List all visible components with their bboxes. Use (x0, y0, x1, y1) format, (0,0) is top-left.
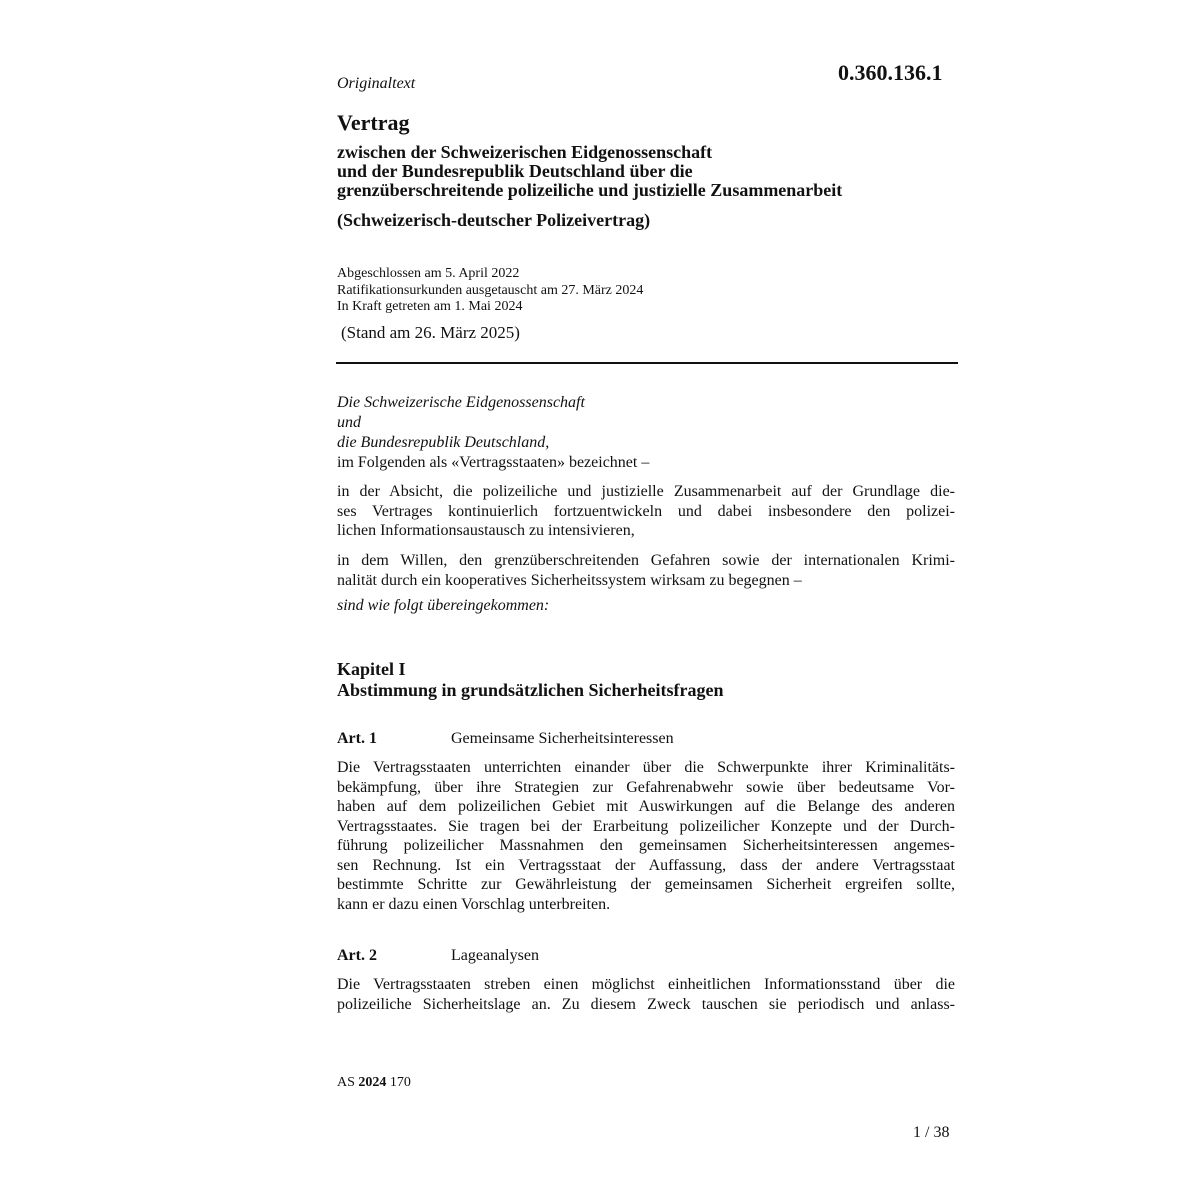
treaty-dates (337, 266, 643, 316)
in-force-date: In Kraft getreten am 1. Mai 2024 (337, 299, 523, 314)
as-year: 2024 (358, 1075, 387, 1090)
party-and: und (337, 414, 361, 431)
text-line: lichen Informationsaustausch zu intensivieren, (337, 522, 635, 539)
text-line: ses Vertrages kontinuierlich fortzuentwickeln und dabei insbesondere den polizei- (337, 502, 955, 520)
subtitle-line: grenzüberschreitende polizeiliche und justizielle Zusammenarbeit (337, 180, 843, 200)
text-line: Vertragsstaates. Sie tragen bei der Erarbeitung polizeilicher Konzepte und der Durch- (337, 817, 955, 835)
subtitle-line: und der Bundesrepublik Deutschland über die (337, 161, 693, 181)
text-line: Die Vertragsstaaten unterrichten einander über die Schwerpunkte ihrer Kriminalitäts- (337, 759, 955, 776)
concluded-date: Abgeschlossen am 5. April 2022 (337, 266, 520, 281)
text-line: kann er dazu einen Vorschlag unterbreiten. (337, 895, 611, 913)
party-switzerland: Die Schweizerische Eidgenossenschaft (337, 394, 585, 411)
article-2-heading (337, 947, 539, 965)
ratification-date: Ratifikationsurkunden ausgetauscht am 27. März 2024 (337, 282, 644, 298)
text-line: sen Rechnung. Ist ein Vertragsstaat der Auffassung, dass der andere Vertragsstaat (337, 856, 955, 874)
preamble-paragraph-1 (337, 482, 955, 541)
article-1-heading (337, 730, 674, 748)
page-number: 1 / 38 (913, 1124, 950, 1141)
original-text-label: Originaltext (337, 75, 416, 92)
official-collection-reference (337, 1075, 411, 1091)
document-subtitle (337, 143, 842, 200)
chapter-title: Abstimmung in grundsätzlichen Sicherheitsfragen (337, 680, 724, 700)
as-prefix: AS (337, 1075, 355, 1090)
subtitle-line: zwischen der Schweizerischen Eidgenossenschaft (337, 142, 713, 162)
text-line: haben auf dem polizeilichen Gebiet mit Auswirkungen auf die Belange des anderen (337, 798, 955, 815)
preamble-paragraph-2 (337, 551, 955, 590)
chapter-number: Kapitel I (337, 659, 406, 679)
as-number: 170 (389, 1075, 411, 1090)
party-germany: die Bundesrepublik Deutschland, (337, 434, 550, 451)
text-line: bestimmte Schritte zur Gewährleistung der gemeinsamen Sicherheit ergreifen sollte, (337, 876, 955, 893)
text-line: nalität durch ein kooperatives Sicherheitssystem wirksam zu begegnen – (337, 571, 802, 589)
short-title: (Schweizerisch-deutscher Polizeivertrag) (337, 210, 651, 230)
text-line: bekämpfung, über ihre Strategien zur Gefahrenabwehr sowie über bedeutsame Vor- (337, 778, 955, 796)
status-date: (Stand am 26. März 2025) (341, 323, 520, 342)
text-line: polizeiliche Sicherheitslage an. Zu diesem Zweck tauschen sie periodisch und anlass- (337, 995, 955, 1013)
article-title: Lageanalysen (451, 947, 539, 964)
text-line: führung polizeilicher Massnahmen den gemeinsamen Sicherheitsinteressen angemes- (337, 837, 955, 854)
text-line: Die Vertragsstaaten streben einen möglichst einheitlichen Informationsstand über die (337, 976, 955, 993)
party-designation: im Folgenden als «Vertragsstaaten» bezeichnet – (337, 454, 650, 471)
header-divider (336, 362, 958, 364)
article-title: Gemeinsame Sicherheitsinteressen (451, 730, 674, 747)
text-line: in der Absicht, die polizeiliche und justizielle Zusammenarbeit auf der Grundlage die- (337, 483, 955, 500)
chapter-heading (337, 659, 724, 701)
preamble-closing: sind wie folgt übereingekommen: (337, 597, 550, 614)
sr-number: 0.360.136.1 (838, 60, 943, 85)
preamble-parties (337, 393, 649, 473)
article-1-body (337, 758, 955, 914)
text-line: in dem Willen, den grenzüberschreitenden Gefahren sowie der internationalen Krimi- (337, 552, 955, 569)
article-number: Art. 1 (337, 730, 377, 747)
document-title: Vertrag (337, 110, 410, 135)
article-2-body (337, 975, 955, 1014)
article-number: Art. 2 (337, 947, 377, 964)
